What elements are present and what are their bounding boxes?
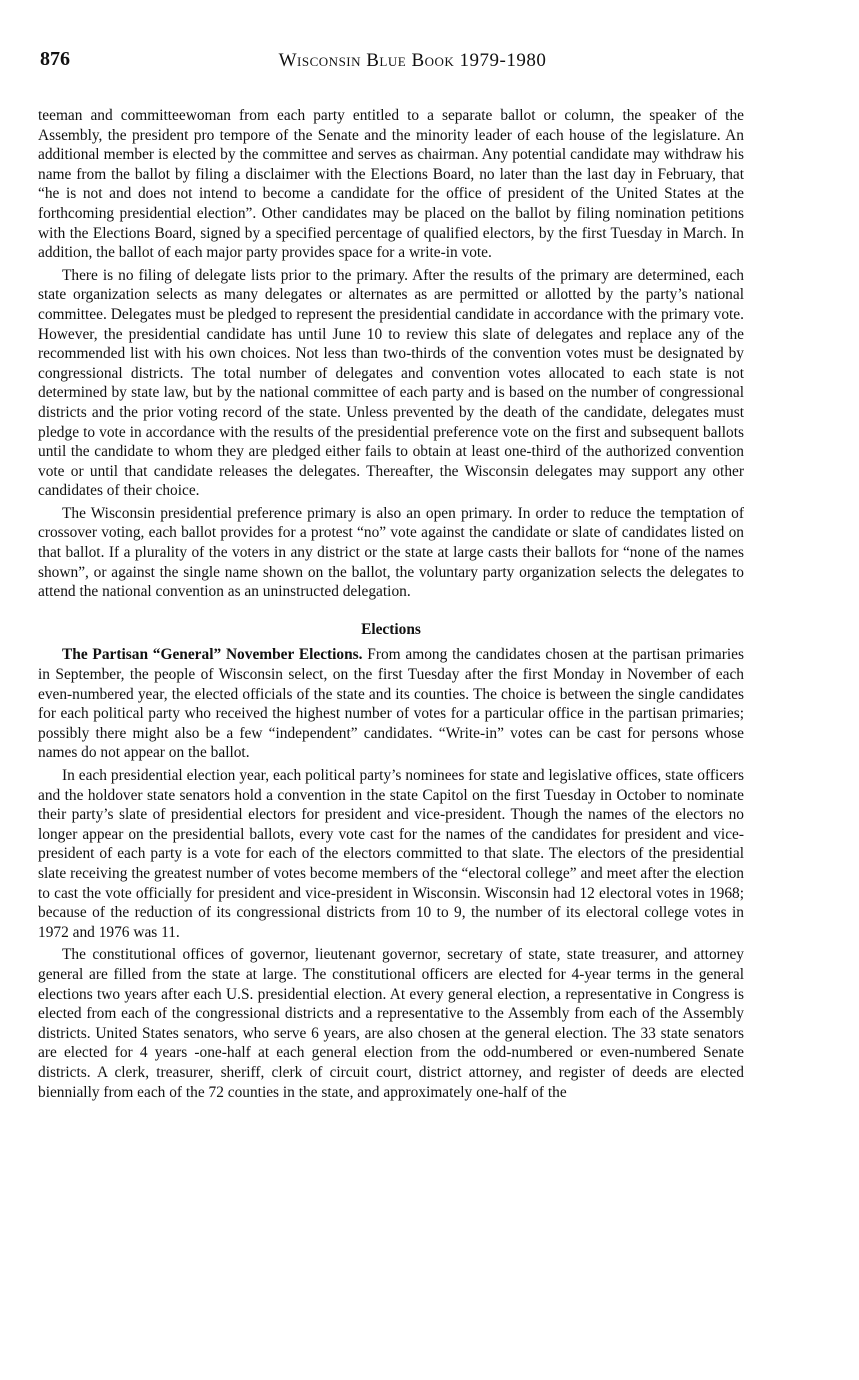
run-in-heading: The Partisan “General” November Elections. <box>62 646 363 664</box>
page-header <box>40 48 785 78</box>
paragraph-delegate-lists: There is no filing of delegate lists prior to the primary. After the results of the primary are determined, each state organization selects as many delegates or alternates as are permitted or allotted by the party’s national committee. Delegates must be pledged to represent the presidential candidate in accordance with the primary vote. However, the presidential candidate has until June 10 to review this slate of delegates and replace any of the recommended list with his own choices. Not less than two-thirds of the convention votes must be designated by congressional districts. The total number of delegates and convention votes allocated to each state is not determined by state law, but by the national committee of each party and is based on the number of congressional districts and the prior voting record of the state. Unless prevented by the death of the candidate, delegates must pledge to vote in accordance with the results of the presidential preference vote on the first and subsequent ballots until the candidate to whom they are pledged either fails to obtain at least one-third of the authorized convention vote or until that candidate releases the delegates. Thereafter, the Wisconsin delegates may support any other candidates of their choice. <box>38 266 744 500</box>
paragraph-constitutional-offices: The constitutional offices of governor, lieutenant governor, secretary of state, state treasurer, and attorney general are filled from the state at large. The constitutional officers are elected for 4-year terms in the general elections two years after each U.S. presidential election. At every general election, a representative in Congress is elected from each of the congressional districts and a representative to the Assembly from each of the Assembly districts. United States senators, who serve 6 years, are also chosen at the general election. The 33 state senators are elected for 4 years -one-half at each general election from the odd-numbered or even-numbered Senate districts. A clerk, treasurer, sheriff, clerk of circuit court, district attorney, and register of deeds are elected biennially from each of the 72 counties in the state, and approximately one-half of the <box>38 946 744 1101</box>
page-number: 876 <box>40 48 70 70</box>
paragraph-continued: teeman and committeewoman from each party entitled to a separate ballot or column, the speaker of the Assembly, the president pro tempore of the Senate and the minority leader of each house of the legislature. An additional member is elected by the committee and serves as chairman. Any potential candidate may withdraw his name from the ballot by filing a disclaimer with the Elections Board, no later than the last day in February, that “he is not and does not intend to become a candidate for the office of president of the United States at the forthcoming presidential election”. Other candidates may be placed on the ballot by filing nomination petitions with the Elections Board, signed by a specified percentage of qualified electors, by the first Tuesday in March. In addition, the ballot of each major party provides space for a write-in vote. <box>38 107 744 262</box>
running-head: Wisconsin Blue Book 1979-1980 <box>278 50 547 71</box>
body-text <box>38 106 744 1105</box>
section-heading-elections: Elections <box>361 620 421 638</box>
paragraph-open-primary: The Wisconsin presidential preference primary is also an open primary. In order to reduce the temptation of crossover voting, each ballot provides for a protest “no” vote against the candidate or slate of candidates listed on that ballot. If a plurality of the voters in any district or the state at large casts their ballots for “none of the names shown”, or against the single name shown on the ballot, the voluntary party organization selects the delegates to attend the national convention as an uninstructed delegation. <box>38 504 744 601</box>
paragraph-general-elections-text: From among the candidates chosen at the partisan primaries in September, the people of Wisconsin select, on the first Tuesday after the first Monday in November of each even-numbered year, the elected officials of the state and its counties. The choice is between the single candidates for each political party who received the highest number of votes for a particular office in the partisan primaries; possibly there might also be a few “independent” candidates. “Write-in” votes can be cast for persons whose names do not appear on the ballot. <box>38 646 744 762</box>
paragraph-presidential-electors: In each presidential election year, each political party’s nominees for state and legislative offices, state officers and the holdover state senators hold a convention in the state Capitol on the first Tuesday in October to nominate their party’s slate of presidential electors for president and vice-president. Though the names of the electors no longer appear on the presidential ballots, every vote cast for the names of the candidates for president and vice-president of each party is a vote for each of the electors committed to that slate. The electors of the presidential slate receiving the greatest number of votes become members of the “electoral college” and meet after the election to cast the vote officially for president and vice-president in Wisconsin. Wisconsin had 12 electoral votes in 1968; because of the reduction of its congressional districts from 10 to 9, the number of its electoral college votes in 1972 and 1976 was 11. <box>38 767 744 941</box>
paragraph-general-elections <box>38 645 744 763</box>
